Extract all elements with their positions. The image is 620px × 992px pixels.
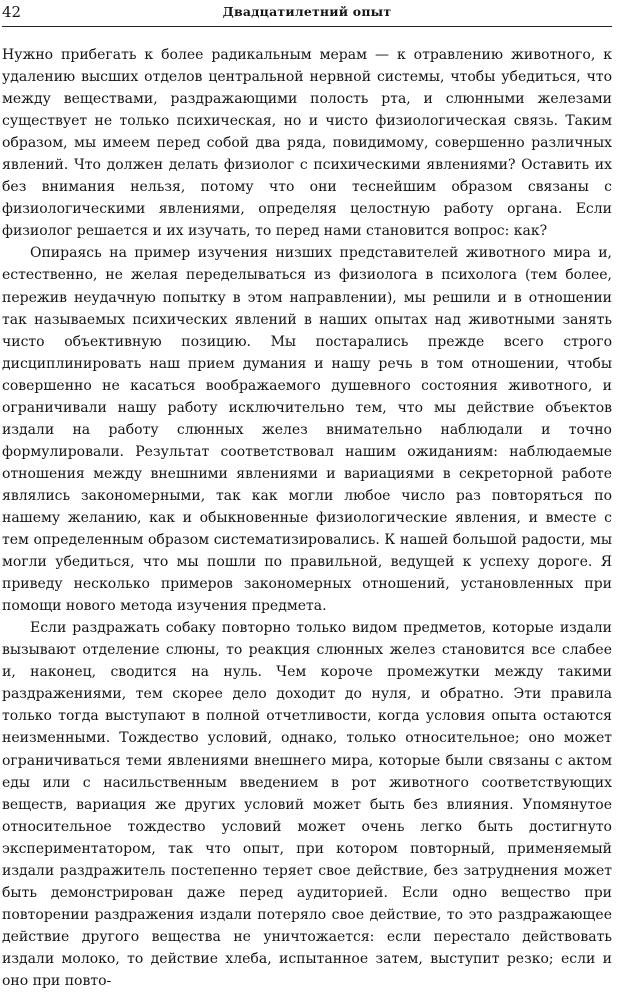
page-number: 42 [2,3,22,21]
page-header [2,0,612,27]
paragraph: Если раздражать собаку повторно только видом предметов, которые издали вызывают отделение слюны, то реакция слюнных желез становится все слабее и, наконец, сводится на нуль. Чем короче промежутки между такими раздражениями, тем скорее дело доходит до нуля, и обратно. Эти правила только тогда выступают в полной отчетливости, когда условия опыта остаются неизменными. Тождество условий, однако, только относительное; оно может ограничиваться теми явлениями внешнего мира, которые были связаны с актом еды или с насильственным введением в рот животного соответствующих веществ, вариация же других условий может быть без влияния. Упомянутое относительное тождество условий может очень легко быть достигнуто экспериментатором, так что опыт, при котором повторный, применяемый издали раздражитель постепенно теряет свое действие, без затруднения может быть демонстрирован даже перед аудиторией. Если одно вещество при повторении раздражения издали потеряло свое действие, то это раздражающее действие другого вещества не уничтожается: если перестало действовать издали молоко, то действие хлеба, испытанное затем, выступит резко; если и оно при повто- [2,620,612,989]
paragraph: Опираясь на пример изучения низших представителей животного мира и, естественно, не желая переделываться из физиолога в психолога (тем более, пережив неудачную попытку в этом направлении), мы решили и в отношении так называемых психических явлений в наших опытах над животными занять чисто объективную позицию. Мы постарались прежде всего строго дисциплинировать наш прием думания и нашу речь в том отношении, чтобы совершенно не касаться воображаемого душевного состояния животного, и ограничивали нашу работу исключительно тем, что мы действие объектов издали на работу слюнных желез внимательно наблюдали и точно формулировали. Результат соответствовал нашим ожиданиям: наблюдаемые отношения между внешними явлениями и вариациями в секреторной работе являлись закономерными, так как могли любое число раз повторяться по нашему желанию, как и обыкновенные физиологические явления, и вместе с тем определенным образом систематизировались. К нашей большой радости, мы могли убедиться, что мы пошли по правильной, ведущей к успеху дороге. Я приведу несколько примеров закономерных отношений, установленных при помощи нового метода изучения предмета. [2,245,612,615]
running-title: Двадцатилетний опыт [222,4,392,19]
paragraph-continuation: Нужно прибегать к более радикальным мерам — к отравлению животного, к удалению высших отделов центральной нервной системы, чтобы убедиться, что между веществами, раздражающими полость рта, и слюнными железами существует не только психическая, но и чисто физиологическая связь. Таким образом, мы имеем перед собой два ряда, повидимому, совершенно различных явлений. Что должен делать физиолог с психическими явлениями? Оставить их без внимания нельзя, потому что они теснейшим образом связаны с физиологическими явлениями, определяя целостную работу органа. Если физиолог решается и их изучать, то перед нами становится вопрос: как? [2,47,612,240]
body-text [2,44,612,992]
